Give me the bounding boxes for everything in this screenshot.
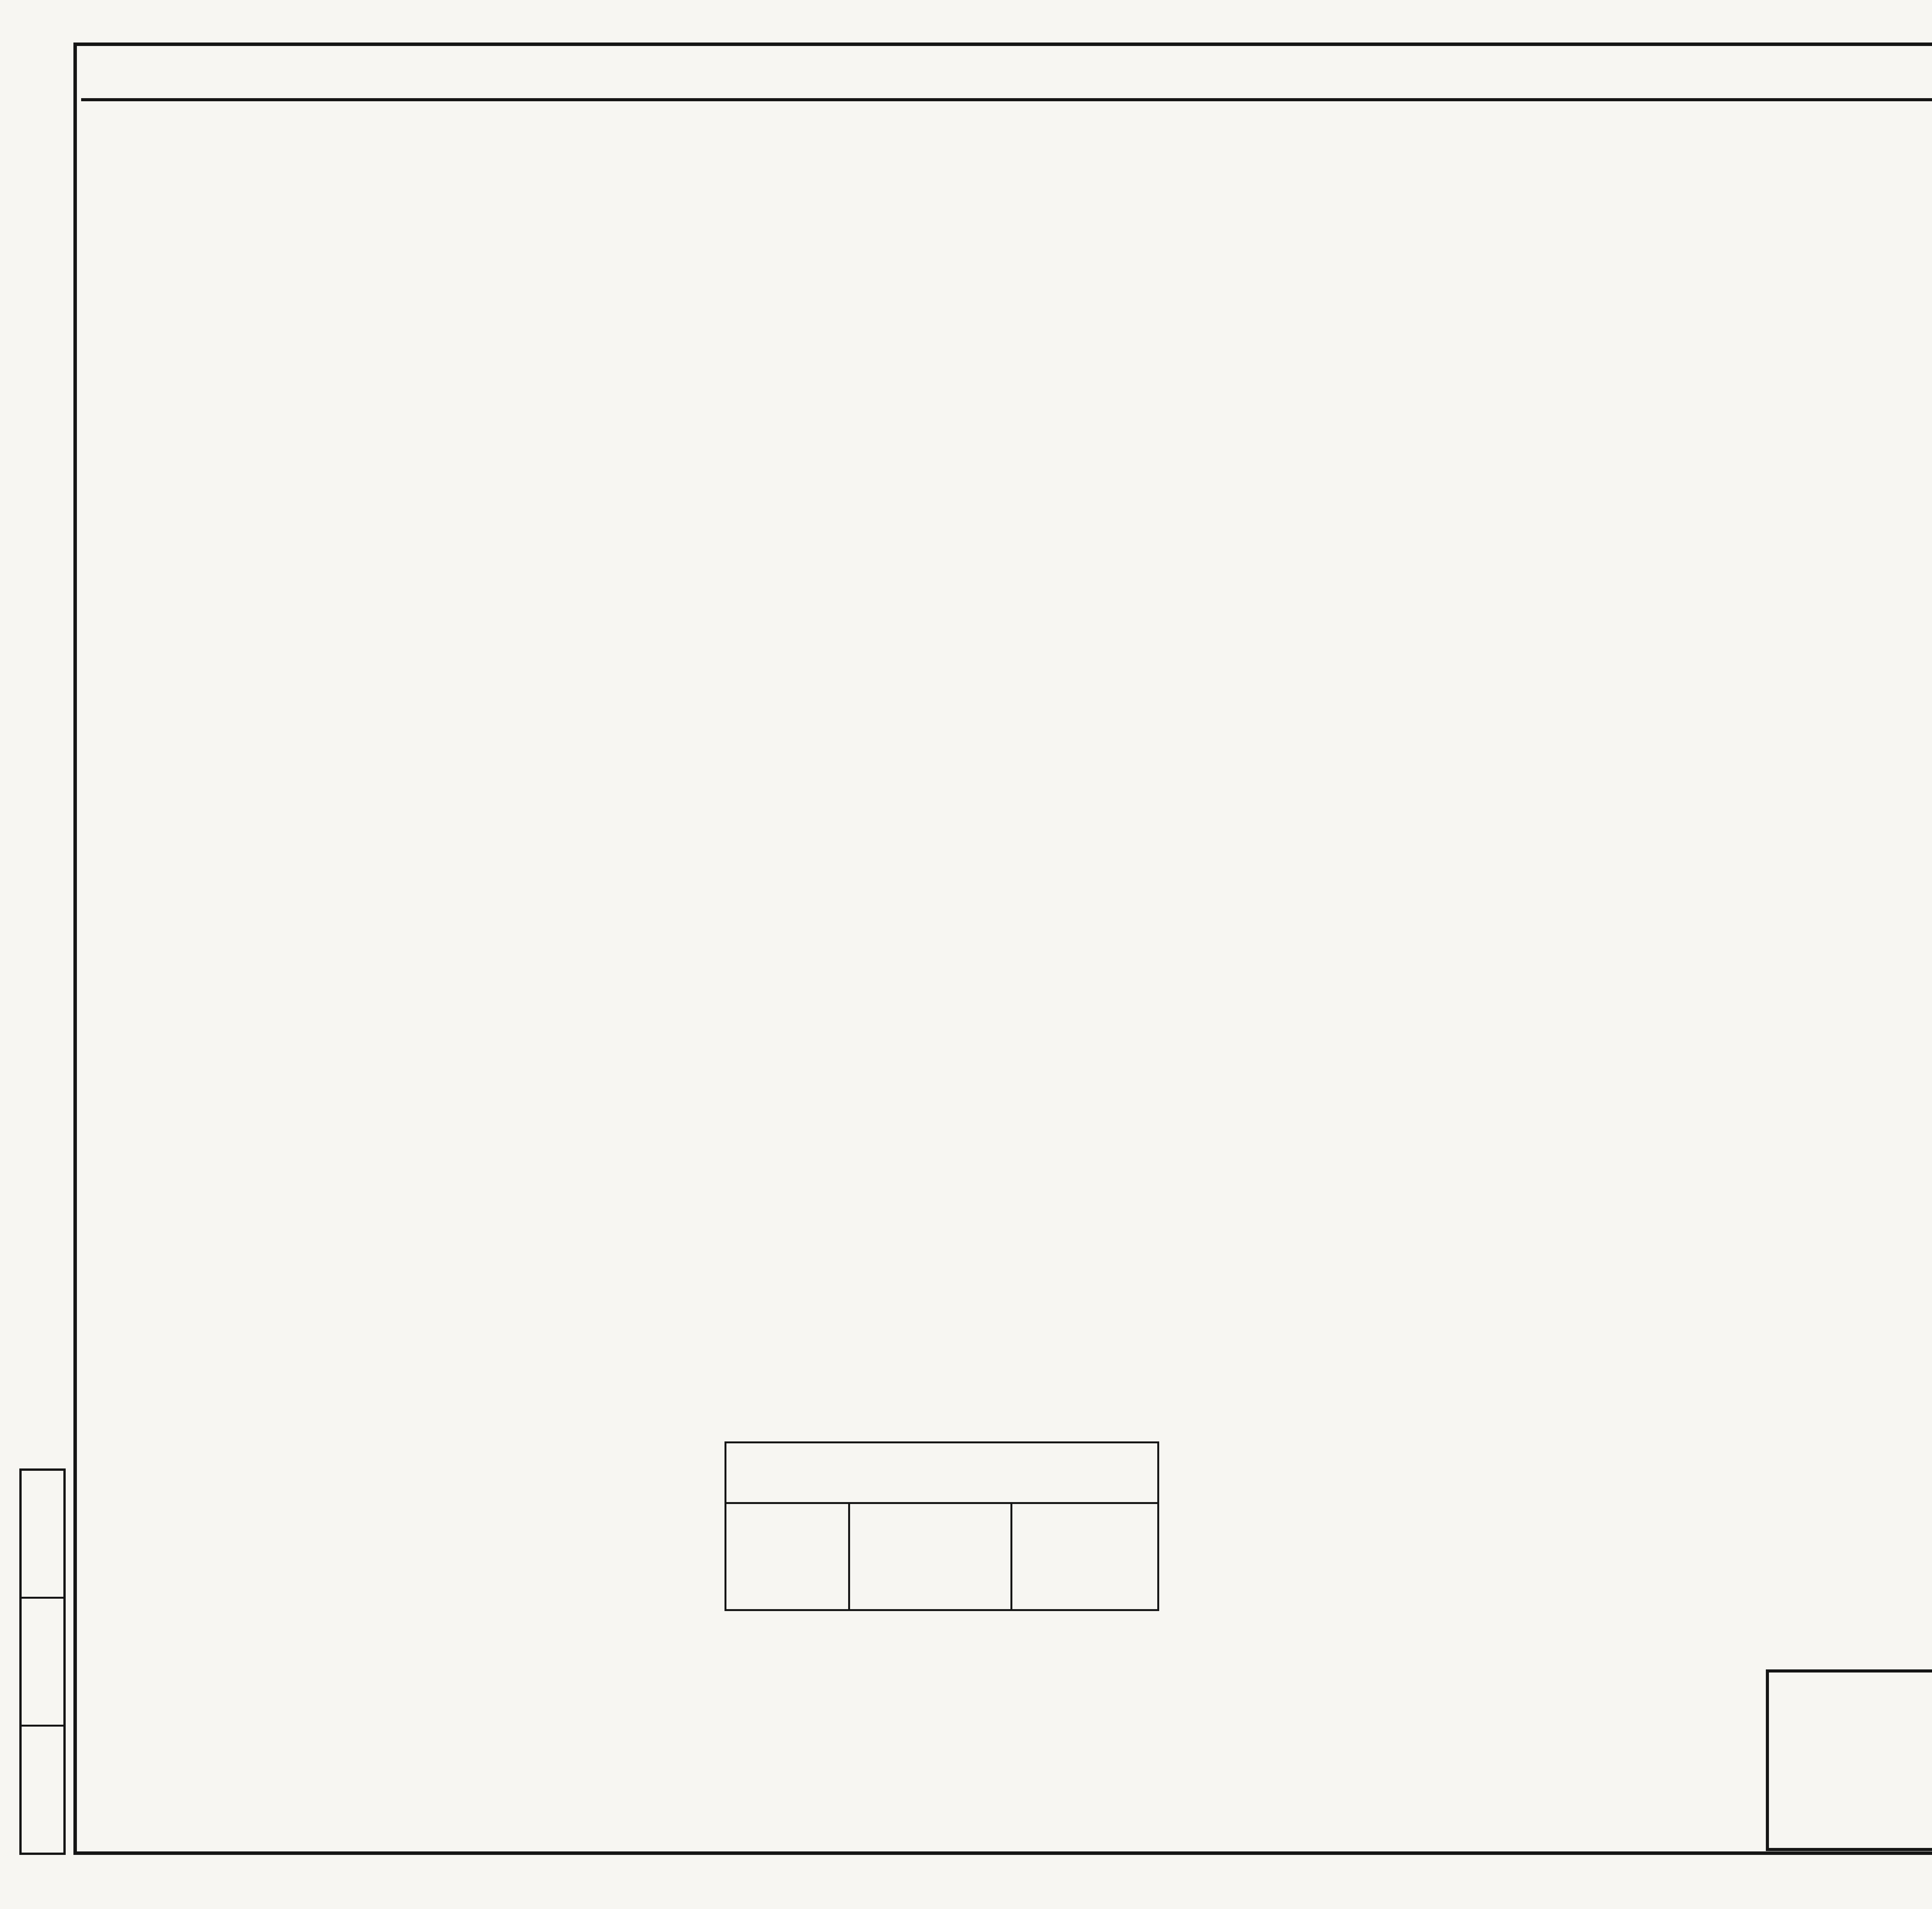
end-fence-table [724,1441,1159,1611]
signatures-grid [1769,1673,1932,1848]
end-table-header-mark [849,1503,1012,1610]
side-cell-signature [22,1599,63,1727]
side-strip [19,1468,66,1855]
end-table-header-width [726,1503,849,1610]
side-cell-inventory [22,1727,63,1853]
page-title [81,47,1932,101]
end-table-title [726,1443,1158,1503]
title-block [1766,1669,1932,1851]
side-cell-replaces [22,1471,63,1599]
end-table-header-length [1012,1503,1158,1610]
